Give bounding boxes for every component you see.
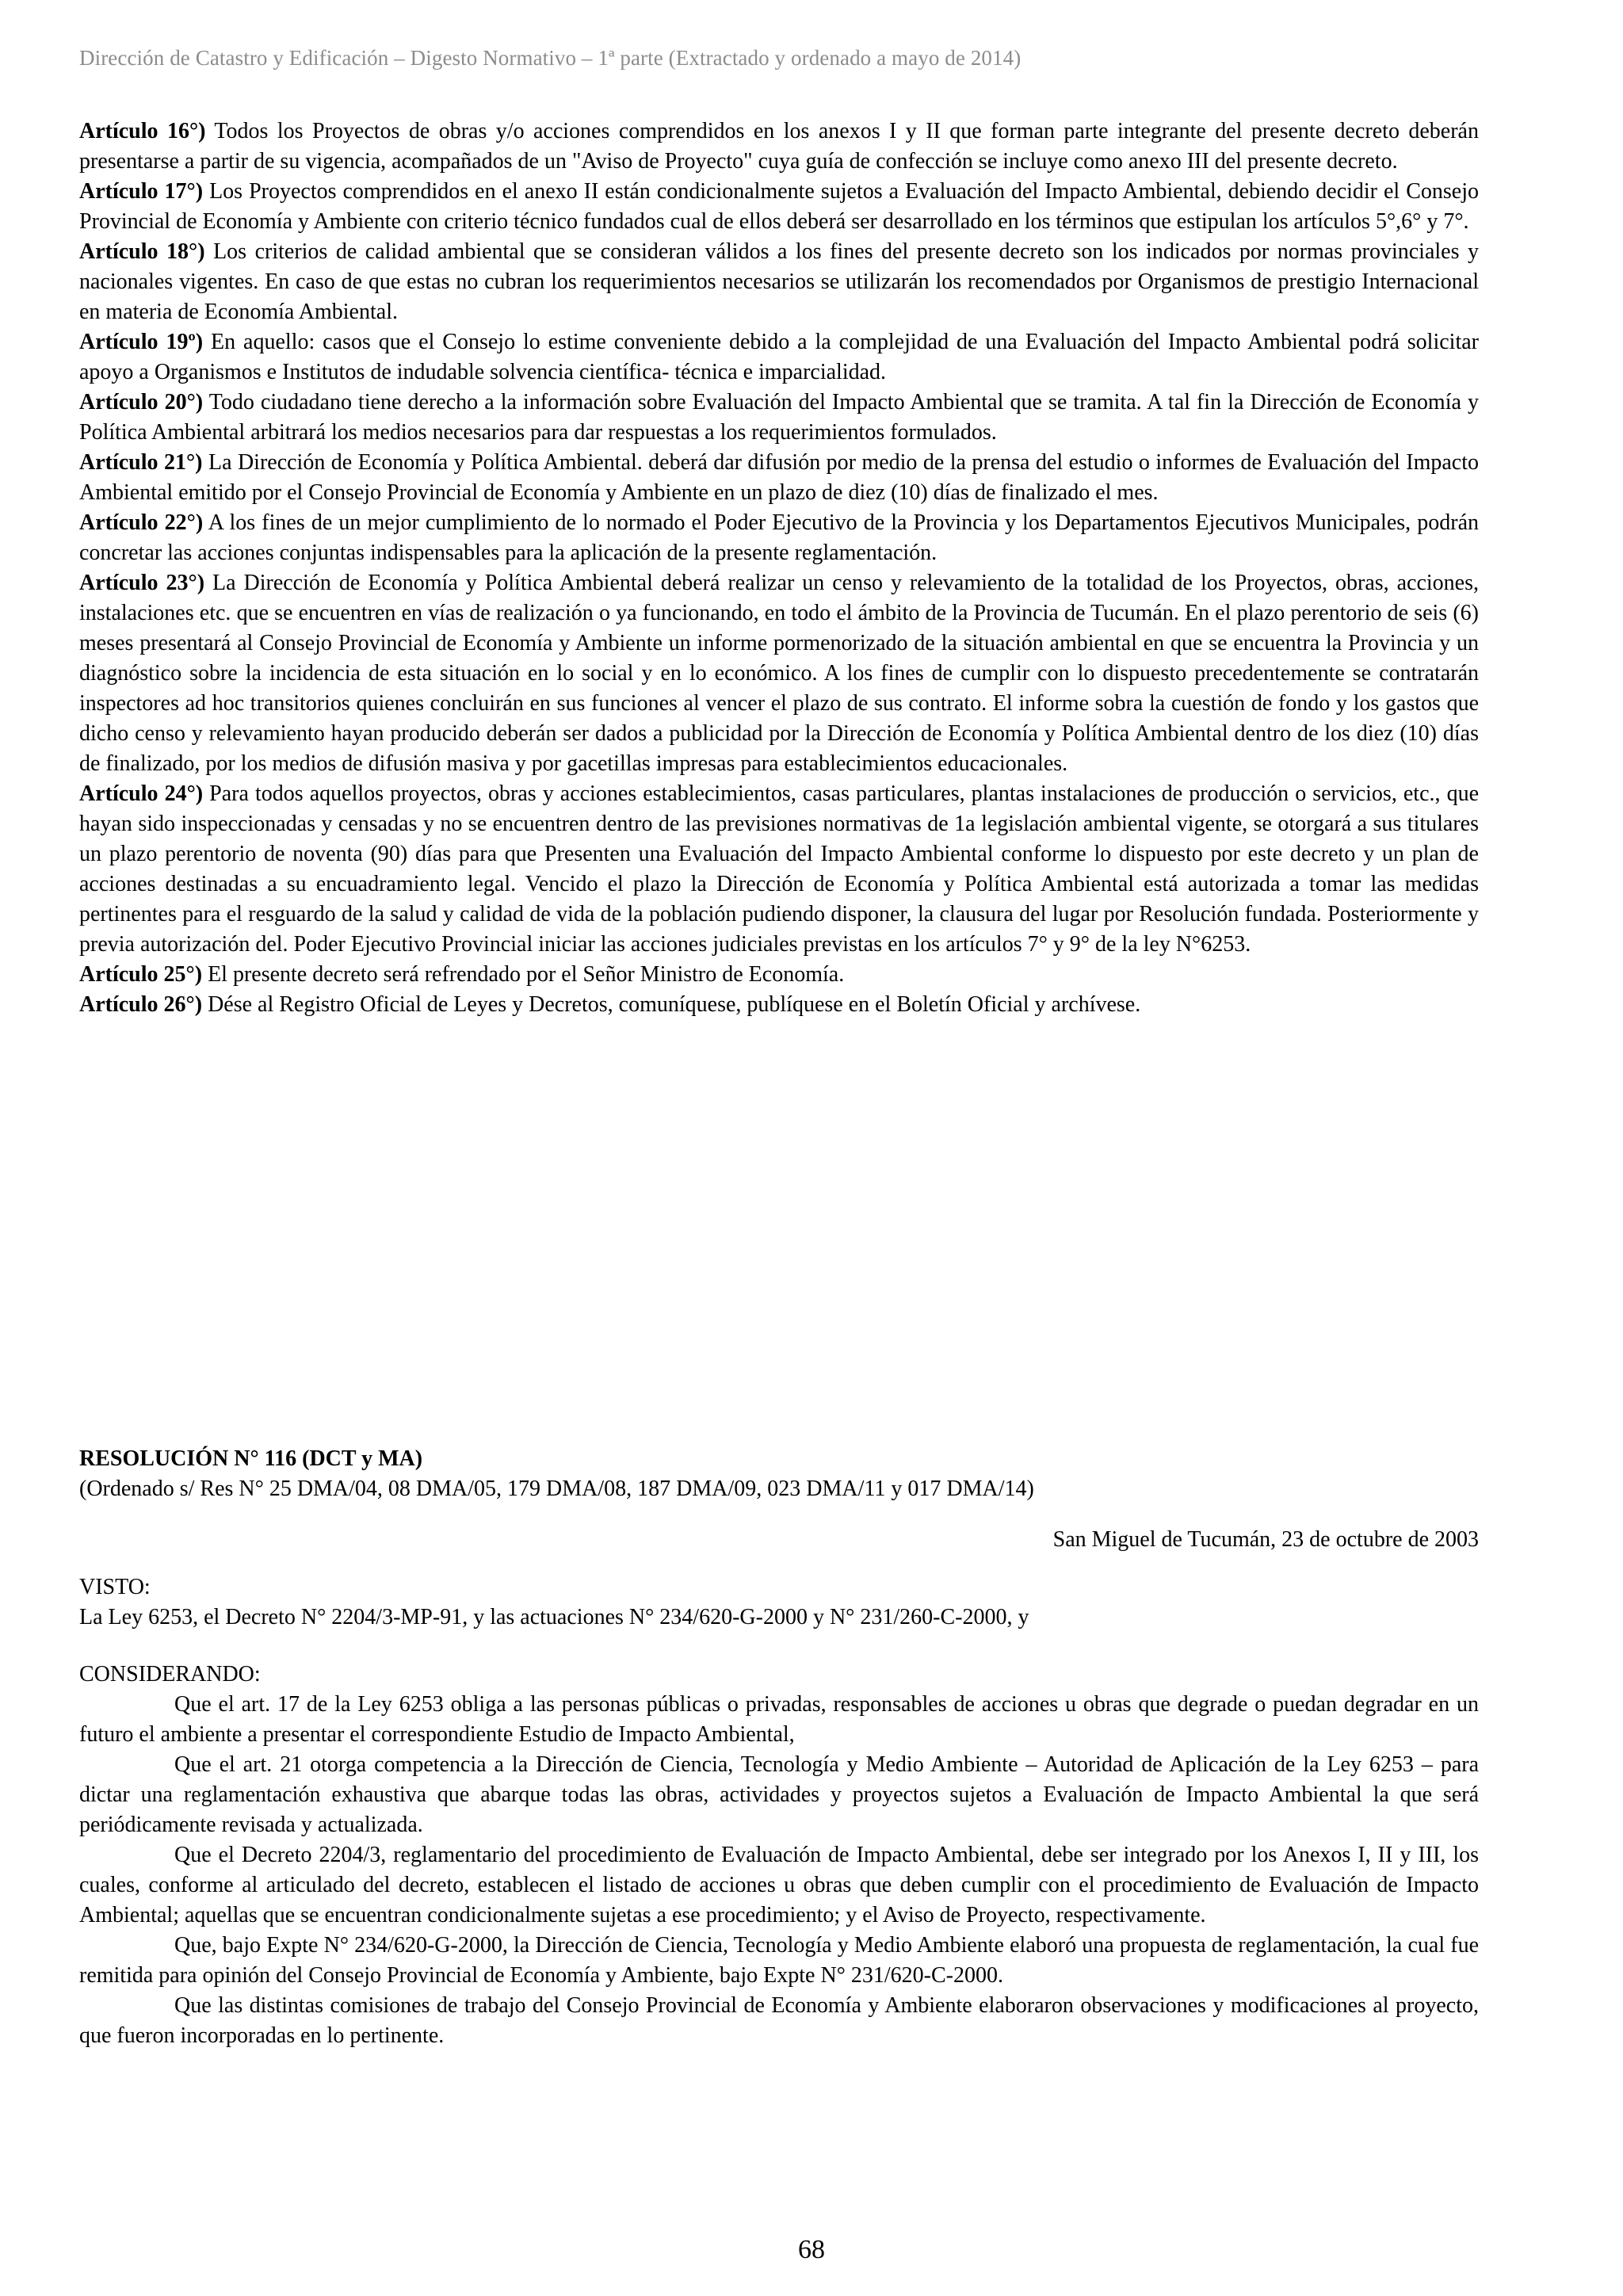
article-text: A los fines de un mejor cumplimiento de lo normado el Poder Ejecutivo de la Provincia y los Departamentos Ejecutivos Municipales, podrán concretar las acciones conjuntas indispensables para la aplicación de la presente reglamentación. xyxy=(79,510,1479,565)
resolution-subtitle: (Ordenado s/ Res N° 25 DMA/04, 08 DMA/05, 179 DMA/08, 187 DMA/09, 023 DMA/11 y 017 DMA/14) xyxy=(79,1477,1034,1501)
article-text: El presente decreto será refrendado por el Señor Ministro de Economía. xyxy=(202,962,845,987)
considerando-paragraph: Que el Decreto 2204/3, reglamentario del procedimiento de Evaluación de Impacto Ambiental, debe ser integrado por los Anexos I, II y III, los cuales, conforme al articulado del decreto, establecen el listado de acciones u obras que deben cumplir con el procedimiento de Evaluación de Impacto Ambiental; aquellas que se encuentran condicionalmente sujetas a ese procedimiento; y el Aviso de Proyecto, respectivamente. xyxy=(79,1843,1479,1927)
page-number: 68 xyxy=(798,2235,825,2264)
article-25 xyxy=(79,960,1479,990)
article-17 xyxy=(79,177,1479,237)
article-label: Artículo 26°) xyxy=(79,992,203,1017)
resolution-date: San Miguel de Tucumán, 23 de octubre de 2003 xyxy=(1052,1527,1479,1552)
article-label: Artículo 16°) xyxy=(79,119,206,143)
article-20 xyxy=(79,388,1479,448)
article-label: Artículo 22°) xyxy=(79,510,204,535)
considerando-paragraph: Que las distintas comisiones de trabajo del Consejo Provincial de Economía y Ambiente elaboraron observaciones y modificaciones al proyecto, que fueron incorporadas en lo pertinente. xyxy=(79,1993,1479,2048)
article-label: Artículo 25°) xyxy=(79,962,203,987)
article-16 xyxy=(79,117,1479,177)
article-text: La Dirección de Economía y Política Ambiental deberá realizar un censo y relevamiento de la totalidad de los Proyectos, obras, acciones, instalaciones etc. que se encuentren en vías de realización o ya funcionando, en todo el ámbito de la Provincia de Tucumán. En el plazo perentorio de seis (6) meses presentará al Consejo Provincial de Economía y Ambiente un informe pormenorizado de la situación ambiental en que se encuentra la Provincia y un diagnóstico sobre la incidencia de esta situación en lo social y en lo económico. A los fines de cumplir con lo dispuesto precedentemente se contratarán inspectores ad hoc transitorios quienes concluirán en sus funciones al vencer el plazo de sus contrato. El informe sobra la cuestión de fondo y los gastos que dicho censo y relevamiento hayan producido deberán ser dados a publicidad por la Dirección de Economía y Política Ambiental dentro de los diez (10) días de finalizado, por los medios de difusión masiva y por gacetillas impresas para establecimientos educacionales. xyxy=(79,571,1479,776)
article-label: Artículo 17°) xyxy=(79,179,204,204)
article-label: Artículo 19º) xyxy=(79,330,204,354)
running-header: Dirección de Catastro y Edificación – Digesto Normativo – 1ª parte (Extractado y ordenado a mayo de 2014) xyxy=(79,46,1022,70)
article-text: Los criterios de calidad ambiental que se consideran válidos a los fines del presente decreto son los indicados por normas provinciales y nacionales vigentes. En caso de que estas no cubran los requerimientos necesarios se utilizarán los recomendados por Organismos de prestigio Internacional en materia de Economía Ambiental. xyxy=(79,239,1479,324)
article-23 xyxy=(79,568,1479,779)
considerando-paragraph: Que, bajo Expte N° 234/620-G-2000, la Dirección de Ciencia, Tecnología y Medio Ambiente elaboró una propuesta de reglamentación, la cual fue remitida para opinión del Consejo Provincial de Economía y Ambiente, bajo Expte N° 231/620-C-2000. xyxy=(79,1933,1479,1988)
considerando-paragraph: Que el art. 17 de la Ley 6253 obliga a las personas públicas o privadas, responsables de acciones u obras que degrade o puedan degradar en un futuro el ambiente a presentar el correspondiente Estudio de Impacto Ambiental, xyxy=(79,1692,1479,1747)
article-label: Artículo 21°) xyxy=(79,450,203,475)
article-label: Artículo 24°) xyxy=(79,781,204,806)
article-text: Dése al Registro Oficial de Leyes y Decretos, comuníquese, publíquese en el Boletín Oficial y archívese. xyxy=(202,992,1141,1017)
article-label: Artículo 18°) xyxy=(79,239,205,264)
article-18 xyxy=(79,237,1479,327)
article-label: Artículo 20°) xyxy=(79,390,204,415)
article-26 xyxy=(79,990,1479,1020)
article-text: La Dirección de Economía y Política Ambiental. deberá dar difusión por medio de la prensa del estudio o informes de Evaluación del Impacto Ambiental emitido por el Consejo Provincial de Economía y Ambiente en un plazo de diez (10) días de finalizado el mes. xyxy=(79,450,1480,505)
article-text: En aquello: casos que el Consejo lo estime conveniente debido a la complejidad de una Evaluación del Impacto Ambiental podrá solicitar apoyo a Organismos e Institutos de indudable solvencia científica- técnica e imparcialidad. xyxy=(79,330,1479,384)
article-19 xyxy=(79,327,1479,388)
resolution-title: RESOLUCIÓN N° 116 (DCT y MA) xyxy=(79,1446,423,1471)
article-24 xyxy=(79,779,1479,960)
article-text: Para todos aquellos proyectos, obras y acciones establecimientos, casas particulares, plantas instalaciones de producción o servicios, etc., que hayan sido inspeccionadas y censadas y no se encuentren dentro de las previsiones normativas de 1a legislación ambiental vigente, se otorgará a sus titulares un plazo perentorio de noventa (90) días para que Presenten una Evaluación del Impacto Ambiental conforme lo dispuesto por este decreto y un plan de acciones destinadas a su encuadramiento legal. Vencido el plazo la Dirección de Economía y Política Ambiental está autorizada a tomar las medidas pertinentes para el resguardo de la salud y calidad de vida de la población pudiendo disponer, la clausura del lugar por Resolución fundada. Posteriormente y previa autorización del. Poder Ejecutivo Provincial iniciar las acciones judiciales previstas en los artículos 7° y 9° de la ley N°6253. xyxy=(79,781,1479,957)
considerando-label: CONSIDERANDO: xyxy=(79,1662,261,1687)
article-text: Todos los Proyectos de obras y/o acciones comprendidos en los anexos I y II que forman parte integrante del presente decreto deberán presentarse a partir de su vigencia, acompañados de un "Aviso de Proyecto" cuya guía de confección se incluye como anexo III del presente decreto. xyxy=(79,119,1479,174)
article-21 xyxy=(79,448,1479,508)
visto-label: VISTO: xyxy=(79,1575,151,1599)
decree-articles xyxy=(79,117,1479,1020)
article-22 xyxy=(79,508,1479,568)
resolution-section xyxy=(79,1444,1479,2051)
considerando-paragraph: Que el art. 21 otorga competencia a la Dirección de Ciencia, Tecnología y Medio Ambiente – Autoridad de Aplicación de la Ley 6253 – para dictar una reglamentación exhaustiva que abarque todas las obras, actividades y proyectos sujetos a Evaluación de Impacto Ambiental la que será periódicamente revisada y actualizada. xyxy=(79,1752,1479,1837)
article-text: Todo ciudadano tiene derecho a la información sobre Evaluación del Impacto Ambiental que se tramita. A tal fin la Dirección de Economía y Política Ambiental arbitrará los medios necesarios para dar respuestas a los requerimientos formulados. xyxy=(79,390,1479,445)
article-text: Los Proyectos comprendidos en el anexo II están condicionalmente sujetos a Evaluación del Impacto Ambiental, debiendo decidir el Consejo Provincial de Economía y Ambiente con criterio técnico fundados cual de ellos deberá ser desarrollado en los términos que estipulan los artículos 5°,6° y 7°. xyxy=(79,179,1479,234)
visto-text: La Ley 6253, el Decreto N° 2204/3-MP-91, y las actuaciones N° 234/620-G-2000 y N° 231/260-C-2000, y xyxy=(79,1605,1029,1629)
article-label: Artículo 23°) xyxy=(79,571,205,595)
